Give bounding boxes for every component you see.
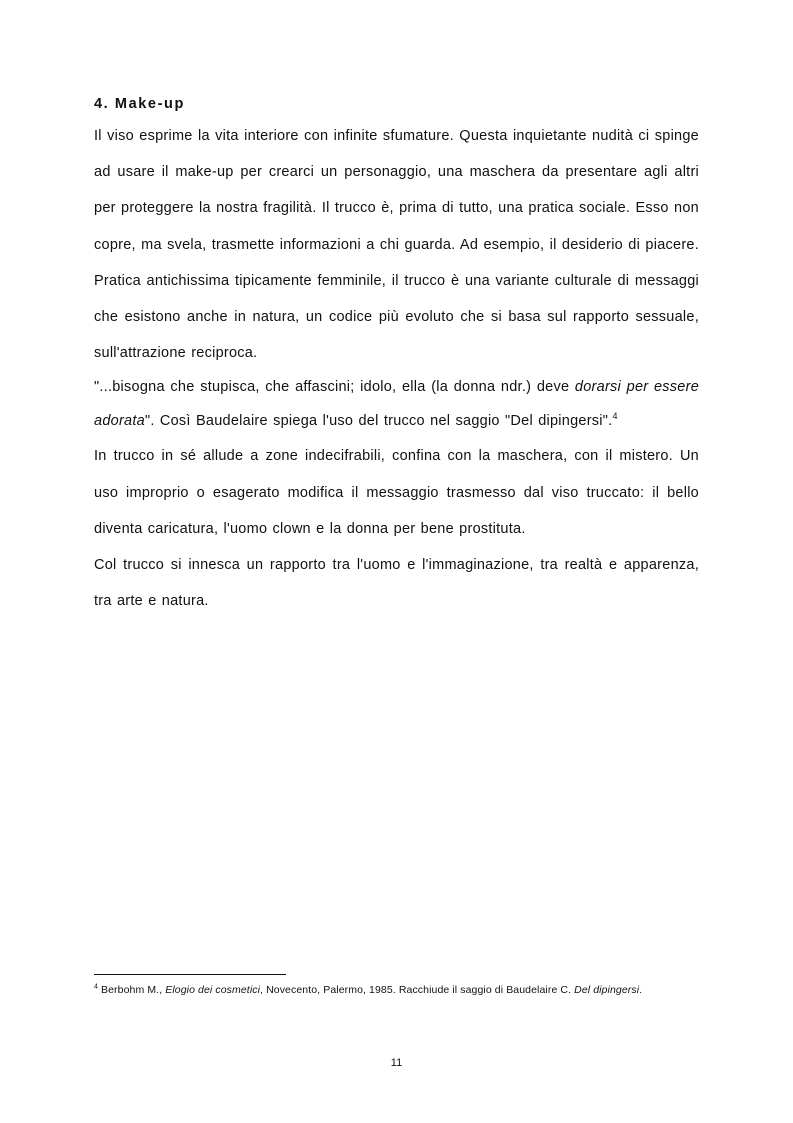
page-number: 11 <box>390 1057 403 1069</box>
footnote-title: Elogio dei cosmetici <box>165 984 261 996</box>
footnote-middle: , Novecento, Palermo, 1985. Racchiude il saggio di Baudelaire C. <box>260 984 575 996</box>
paragraph-conclusion: Col trucco si innesca un rapporto tra l'uomo e l'immaginazione, tra realtà e apparenza, tra arte e natura. <box>94 557 699 610</box>
footnote-number: 4 <box>94 983 98 991</box>
footnote-title2: Del dipingersi <box>574 984 640 996</box>
page-content <box>94 92 699 619</box>
section-heading: 4. Make-up <box>94 96 185 112</box>
paragraph-mystery: In trucco in sé allude a zone indecifrabili, confina con la maschera, con il mistero. Un uso improprio o esagerato modifica il messaggio trasmesso dal viso truccato: il bello diventa caricatura, l'uomo clown e la donna per bene prostituta. <box>94 448 699 537</box>
footnote-separator <box>94 974 286 975</box>
paragraph-quote <box>94 371 699 438</box>
footnote <box>94 983 699 998</box>
paragraph-intro: Il viso esprime la vita interiore con infinite sfumature. Questa inquietante nudità ci spinge ad usare il make-up per crearci un personaggio, una maschera da presentare agli altri per proteggere la nostra fragilità. Il trucco è, prima di tutto, una pratica sociale. Esso non copre, ma svela, trasmette informazioni a chi guarda. Ad esempio, il desiderio di piacere. Pratica antichissima tipicamente femminile, il trucco è una variante culturale di messaggi che esistono anche in natura, un codice più evoluto che si basa sul rapporto sessuale, sull'attrazione reciproca. <box>94 128 699 362</box>
quote-text-after: ". Così Baudelaire spiega l'uso del trucco nel saggio "Del dipingersi". <box>144 412 613 429</box>
quote-italic: dorarsi per essere adorata <box>94 379 700 429</box>
quote-text-before: "...bisogna che stupisca, che affascini; idolo, ella (la donna ndr.) deve <box>94 379 575 396</box>
footnote-author: Berbohm M., <box>98 984 166 996</box>
footnote-reference[interactable]: 4 <box>612 411 618 422</box>
footnote-end: . <box>639 984 643 996</box>
